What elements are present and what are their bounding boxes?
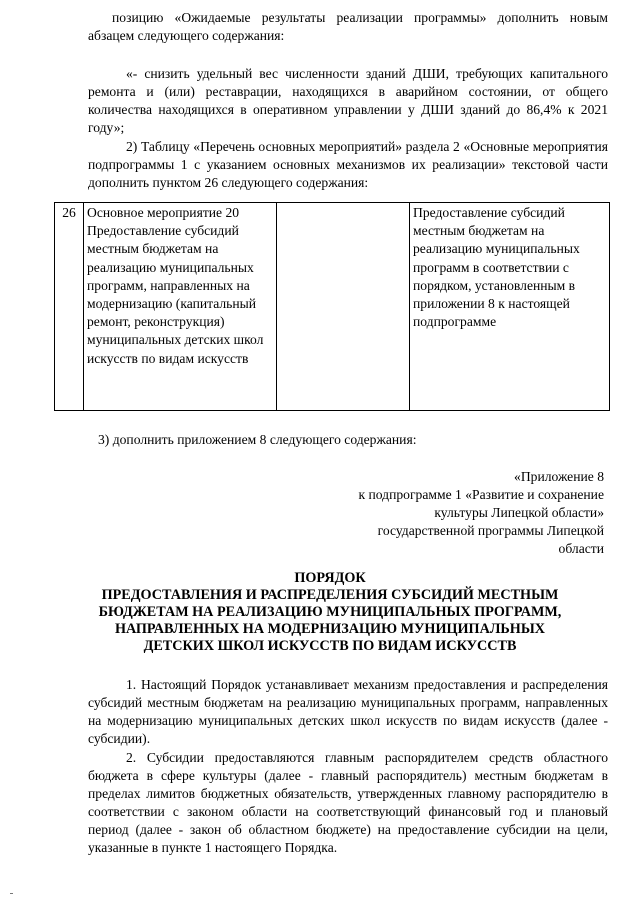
title-line: БЮДЖЕТАМ НА РЕАЛИЗАЦИЮ МУНИЦИПАЛЬНЫХ ПРОГРАММ, <box>98 604 562 620</box>
paragraph-1: 1. Настоящий Порядок устанавливает механизм предоставления и распределения субсидий местным бюджетам на реализацию муниципальных программ, направленных на модернизацию муниципальных детских школ искусств по видам искусств (далее - субсидии). <box>88 677 608 746</box>
table-cell-number: 26 <box>55 203 84 411</box>
table-cell-mechanism: Предоставление субсидий местным бюджетам на реализацию муниципальных программ в соответствии с порядком, установленным в приложении 8 к настоящей подпрограмме <box>410 203 610 411</box>
appendix-line: культуры Липецкой области» <box>434 505 604 520</box>
title-line: ДЕТСКИХ ШКОЛ ИСКУССТВ ПО ВИДАМ ИСКУССТВ <box>143 638 517 654</box>
events-table <box>54 202 610 411</box>
document-title <box>60 570 600 655</box>
item-2-paragraph: 2) Таблицу «Перечень основных мероприятий» раздела 2 «Основные мероприятия подпрограммы 1 с указанием основных механизмов их реализации» текстовой части дополнить пунктом 26 следующего содержания: <box>88 139 608 190</box>
quote-paragraph: «- снизить удельный вес численности зданий ДШИ, требующих капитального ремонта и (или) реставрации, находящихся в аварийном состоянии, от общего количества находящихся в оперативном управлении у ДШИ зданий до 86,4% к 2021 году»; <box>88 66 608 135</box>
scan-mark <box>10 893 13 894</box>
table-cell-event: Основное мероприятие 20 Предоставление субсидий местным бюджетам на реализацию муниципальных программ, направленных на модернизацию (капитальный ремонт, реконструкция) муниципальных детских школ искусств по видам искусств <box>84 203 277 411</box>
appendix-heading <box>244 468 604 558</box>
appendix-line: области <box>558 541 604 556</box>
title-line: ПРЕДОСТАВЛЕНИЯ И РАСПРЕДЕЛЕНИЯ СУБСИДИЙ МЕСТНЫМ <box>101 587 559 603</box>
appendix-line: к подпрограмме 1 «Развитие и сохранение <box>358 487 604 502</box>
appendix-line: государственной программы Липецкой <box>377 523 604 538</box>
appendix-line: «Приложение 8 <box>514 469 604 484</box>
table-row <box>55 203 610 411</box>
intro-paragraph: позицию «Ожидаемые результаты реализации программы» дополнить новым абзацем следующего содержания: <box>88 10 608 43</box>
item-3-paragraph: 3) дополнить приложением 8 следующего содержания: <box>98 432 417 447</box>
paragraph-2: 2. Субсидии предоставляются главным распорядителем средств областного бюджета в сфере культуры (далее - главный распорядитель) местным бюджетам в пределах лимитов бюджетных обязательств, утвержденных главному распорядителю в соответствии с законом области на соответствующий финансовый год и плановый период (далее - закон об областном бюджете) на предоставление субсидии на цели, указанные в пункте 1 настоящего Порядка. <box>88 750 608 855</box>
table-cell-empty <box>277 203 410 411</box>
title-line: НАПРАВЛЕННЫХ НА МОДЕРНИЗАЦИЮ МУНИЦИПАЛЬНЫХ <box>114 621 546 637</box>
title-line: ПОРЯДОК <box>294 570 366 586</box>
